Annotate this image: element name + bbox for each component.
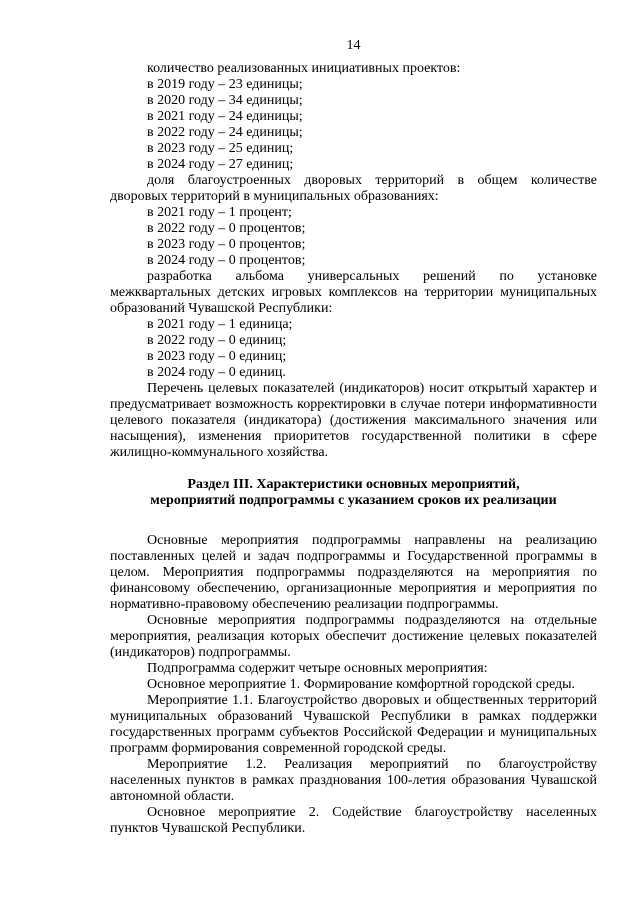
paragraph: разработка альбома универсальных решений по установке межквартальных детских игровых комплексов на территории муниципальных образований Чувашской Республики: xyxy=(110,269,597,316)
list-item: в 2023 году – 25 единиц; xyxy=(147,141,294,156)
document-page xyxy=(110,0,597,905)
list-item: в 2024 году – 0 единиц. xyxy=(147,365,286,380)
section-heading xyxy=(110,477,597,509)
list-item: в 2024 году – 27 единиц; xyxy=(147,157,294,172)
spacer xyxy=(110,509,597,533)
paragraph: Перечень целевых показателей (индикаторов) носит открытый характер и предусматривает возможность корректировки в случае потери информативности целевого показателя (индикатора) (достижения максимального значения или насыщения), изменения приоритетов государственной политики в сфере жилищно-коммунального хозяйства. xyxy=(110,381,597,460)
list-item: в 2022 году – 0 процентов; xyxy=(147,221,306,236)
page-number: 14 xyxy=(346,38,361,53)
list-item: в 2022 году – 0 единиц; xyxy=(147,333,287,348)
paragraph: Основные мероприятия подпрограммы направлены на реализацию поставленных целей и задач подпрограммы и Государственной программы в целом. Мероприятия подпрограммы подразделяются на мероприятия по финансовому обеспечению, организационные мероприятия и мероприятия по нормативно-правовому обеспечению реализации подпрограммы. xyxy=(110,533,597,612)
list-item: в 2023 году – 0 единиц; xyxy=(147,349,287,364)
paragraph: Основное мероприятие 1. Формирование комфортной городской среды. xyxy=(147,677,576,692)
paragraph: Основное мероприятие 2. Содействие благоустройству населенных пунктов Чувашской Республики. xyxy=(110,805,597,836)
paragraph: доля благоустроенных дворовых территорий в общем количестве дворовых территорий в муниципальных образованиях: xyxy=(110,173,597,204)
document-body xyxy=(110,61,597,837)
paragraph: Мероприятие 1.1. Благоустройство дворовых и общественных территорий муниципальных образований Чувашской Республики в рамках поддержки государственных программ субъектов Российской Федерации и муниципальных программ формирования современной городской среды. xyxy=(110,693,597,756)
list-item: в 2021 году – 24 единицы; xyxy=(147,109,303,124)
section-heading-line: Раздел III. Характеристики основных мероприятий, xyxy=(187,477,520,492)
paragraph: Мероприятие 1.2. Реализация мероприятий по благоустройству населенных пунктов в рамках празднования 100-летия образования Чувашской автономной области. xyxy=(110,757,597,804)
list-item: в 2021 году – 1 процент; xyxy=(147,205,292,220)
paragraph: Подпрограмма содержит четыре основных мероприятия: xyxy=(147,661,488,676)
list-item: в 2024 году – 0 процентов; xyxy=(147,253,306,268)
list-item: в 2023 году – 0 процентов; xyxy=(147,237,306,252)
list-item: в 2020 году – 34 единицы; xyxy=(147,93,303,108)
list-item: в 2021 году – 1 единица; xyxy=(147,317,293,332)
spacer xyxy=(110,461,597,477)
paragraph: Основные мероприятия подпрограммы подразделяются на отдельные мероприятия, реализация которых обеспечит достижение целевых показателей (индикаторов) подпрограммы. xyxy=(110,613,597,660)
list-item: в 2022 году – 24 единицы; xyxy=(147,125,303,140)
paragraph: количество реализованных инициативных проектов: xyxy=(147,61,461,76)
section-heading-line: мероприятий подпрограммы с указанием сроков их реализации xyxy=(150,493,557,508)
list-item: в 2019 году – 23 единицы; xyxy=(147,77,303,92)
